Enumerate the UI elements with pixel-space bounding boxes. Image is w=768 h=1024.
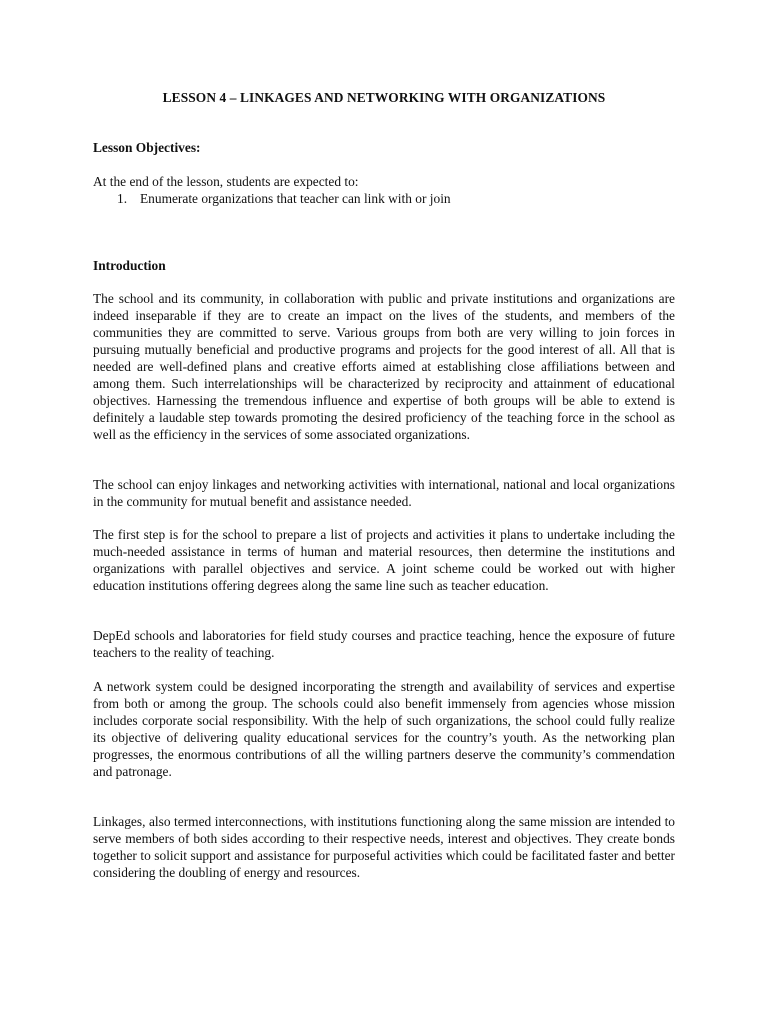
objectives-heading: Lesson Objectives: bbox=[93, 140, 201, 155]
paragraph: A network system could be designed incorporating the strength and availability of services and expertise from both or among the group. The schools could also benefit immensely from agencies whose mission includes corporate social responsibility. With the help of such organizations, the school could fully realize its objective of delivering quality educational services for the country’s youth. As the networking plan progresses, the enormous contributions of all the willing partners deserve the community’s commendation and patronage. bbox=[93, 679, 675, 779]
objective-item bbox=[117, 190, 451, 207]
objectives-intro: At the end of the lesson, students are expected to: bbox=[93, 174, 359, 189]
introduction-heading: Introduction bbox=[93, 258, 166, 273]
paragraph: The first step is for the school to prepare a list of projects and activities it plans to undertake including the much-needed assistance in terms of human and material resources, then determine the institutions and organizations with parallel objectives and service. A joint scheme could be worked out with higher education institutions offering degrees along the same line such as teacher education. bbox=[93, 527, 675, 593]
paragraph: Linkages, also termed interconnections, with institutions functioning along the same mission are intended to serve members of both sides according to their respective needs, interest and objectives. They create bonds together to solicit support and assistance for purposeful activities which could be facilitated faster and better considering the doubling of energy and resources. bbox=[93, 814, 675, 880]
objective-text: Enumerate organizations that teacher can link with or join bbox=[140, 191, 451, 206]
objective-number: 1. bbox=[117, 191, 128, 206]
paragraph: DepEd schools and laboratories for field study courses and practice teaching, hence the exposure of future teachers to the reality of teaching. bbox=[93, 628, 675, 660]
lesson-title: LESSON 4 – LINKAGES AND NETWORKING WITH ORGANIZATIONS bbox=[162, 90, 606, 105]
paragraph: The school and its community, in collaboration with public and private institutions and organizations are indeed inseparable if they are to create an impact on the lives of the students, and members of the communities they are committed to serve. Various groups from both are very willing to join forces in pursuing mutually beneficial and productive programs and projects for the good interest of all. All that is needed are well-defined plans and creative efforts aimed at establishing close affiliations between and among them. Such interrelationships will be characterized by reciprocity and attainment of educational objectives. Harnessing the tremendous influence and expertise of both groups will be able to extend is definitely a laudable step towards promoting the desired proficiency of the teaching force in the school as well as the efficiency in the services of some associated organizations. bbox=[93, 291, 675, 442]
paragraph: The school can enjoy linkages and networking activities with international, national and local organizations in the community for mutual benefit and assistance needed. bbox=[93, 477, 675, 509]
